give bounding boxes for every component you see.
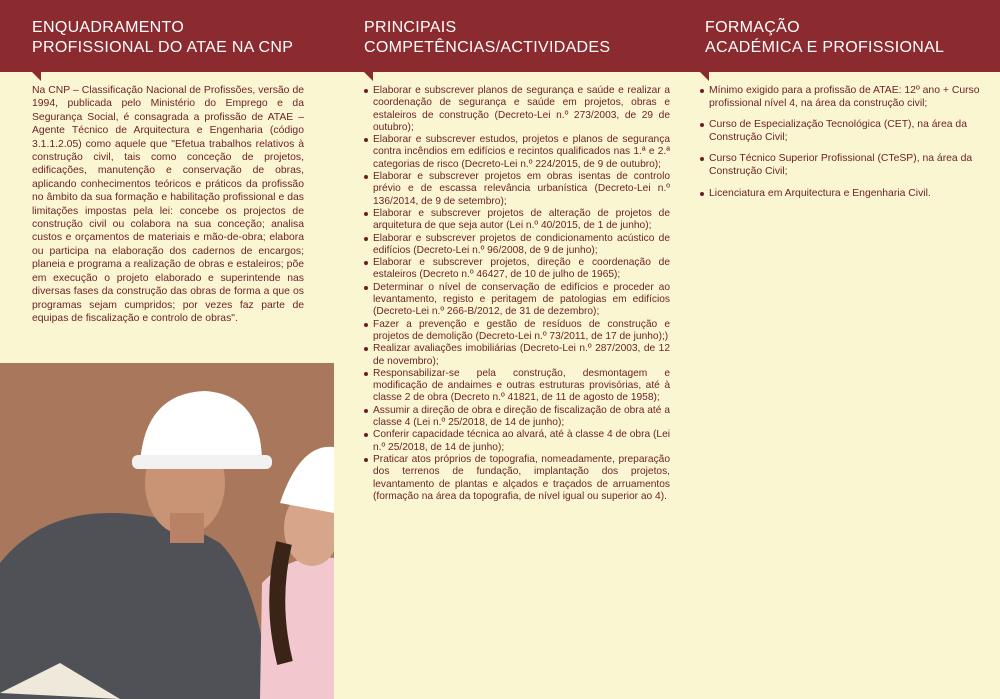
section-header-cnp (0, 0, 334, 72)
list-item: Curso Técnico Superior Profissional (CTeSP), na área da Construção Civil; (700, 153, 998, 178)
list-item: Praticar atos próprios de topografia, nomeadamente, preparação dos terrenos de fundação, implantação dos projetos, levantamento de plantas e alçados e traçados de arruamentos (formação na área da topografia, de nível igual ou superior ao 4). (364, 454, 670, 503)
header-line-2: PROFISSIONAL DO ATAE NA CNP (32, 39, 294, 56)
list-item: Determinar o nível de conservação de edifícios e proceder ao levantamento, registo e peritagem de patologias em edifícios (Decreto-Lei n.º 266-B/2012, de 31 de dezembro); (364, 282, 670, 319)
column-education (666, 0, 1000, 699)
list-item: Responsabilizar-se pela construção, desmontagem e modificação de andaimes e outras estruturas provisórias, até à classe 2 de obra (Decreto n.º 41821, de 11 de agosto de 1958); (364, 368, 670, 405)
workers-photo-left (0, 363, 334, 699)
list-item: Mínimo exigido para a profissão de ATAE: 12º ano + Curso profissional nível 4, na área da construção civil; (700, 85, 998, 110)
education-list (700, 85, 998, 209)
list-item: Licenciatura em Arquitectura e Engenharia Civil. (700, 188, 998, 201)
list-item: Realizar avaliações imobiliárias (Decreto-Lei n.º 287/2003, de 12 de novembro); (364, 343, 670, 368)
column-competencies (334, 0, 670, 699)
header-line-2: COMPETÊNCIAS/ACTIVIDADES (364, 39, 611, 56)
header-notch (32, 72, 41, 81)
header-line-1: FORMAÇÃO (705, 19, 800, 36)
list-item: Curso de Especialização Tecnológica (CET), na área da Construção Civil; (700, 119, 998, 144)
list-item: Elaborar e subscrever estudos, projetos e planos de segurança contra incêndios em edifícios e recintos qualificados nas 1.ª e 2.ª categorias de risco (Decreto-Lei n.º 224/2015, de 9 de outubro); (364, 134, 670, 171)
header-notch (700, 72, 709, 81)
cnp-paragraph: Na CNP – Classificação Nacional de Profissões, versão de 1994, publicada pelo Ministério do Emprego e da Segurança Social, é consagrada a profissão de ATAE – Agente Técnico de Arquitectura e Engenharia (código 3.1.1.2.05) como aquele que "Efetua trabalhos relativos à construção civil, tais como conceção de projetos, edificações, manutenção e conservação de obras, aplicando conhecimentos teóricos e práticos da profissão no âmbito da sua formação e habilitação profissional e das limitações impostas pela lei: concebe os projectos de construção civil ou colabora na sua conceção; analisa custos e orçamentos de materiais e mão-de-obra; elabora ou participa na elaboração dos cadernos de encargos; planeia e programa a realização de obras e estaleiros; põe em execução o projeto elaborado e superintende nas diversas fases da construção das obras de forma a que os programas sejam cumpridos; por vezes faz parte de equipas de fiscalização e controlo de obras". (32, 85, 304, 324)
list-item: Elaborar e subscrever planos de segurança e saúde e realizar a coordenação de segurança e saúde em projetos, obras e estaleiros de construção (Decreto-Lei n.º 273/2003, de 29 de outubro); (364, 85, 670, 134)
list-item: Conferir capacidade técnica ao alvará, até à classe 4 de obra (Lei n.º 25/2018, de 14 de junho); (364, 429, 670, 454)
section-header-competencies (334, 0, 666, 72)
column-cnp (0, 0, 334, 699)
list-item: Fazer a prevenção e gestão de resíduos de construção e projetos de demolição (Decreto-Lei n.º 73/2011, de 17 de junho);) (364, 319, 670, 344)
list-item: Elaborar e subscrever projetos, direção e coordenação de estaleiros (Decreto n.º 46427, de 10 de julho de 1965); (364, 257, 670, 282)
header-line-1: ENQUADRAMENTO (32, 19, 185, 36)
competencies-list (364, 85, 670, 503)
list-item: Assumir a direção de obra e direção de fiscalização de obra até a classe 4 (Lei n.º 25/2018, de 14 de junho); (364, 405, 670, 430)
list-item: Elaborar e subscrever projetos de condicionamento acústico de edifícios (Decreto-Lei n.º 96/2008, de 9 de junho); (364, 233, 670, 258)
header-line-2: ACADÉMICA E PROFISSIONAL (705, 39, 945, 56)
section-header-education (666, 0, 1000, 72)
header-notch (364, 72, 373, 81)
list-item: Elaborar e subscrever projetos de alteração de projetos de arquitetura de que seja autor (Lei n.º 40/2015, de 1 de junho); (364, 208, 670, 233)
header-line-1: PRINCIPAIS (364, 19, 457, 36)
list-item: Elaborar e subscrever projetos em obras isentas de controlo prévio e de escassa relevância urbanística (Decreto-Lei n.º 136/2014, de 9 de setembro); (364, 171, 670, 208)
